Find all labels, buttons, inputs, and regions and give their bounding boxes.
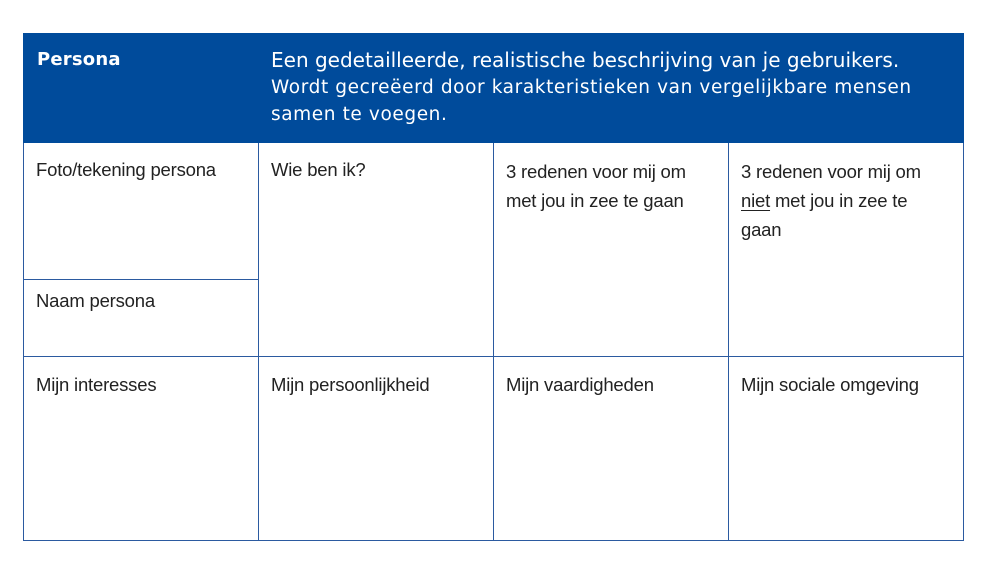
cell-social-label: Mijn sociale omgeving xyxy=(741,374,919,395)
reasons-against-line-2 xyxy=(741,186,956,215)
reasons-for-line-1: 3 redenen voor mij om xyxy=(506,161,686,182)
border-right xyxy=(963,143,964,541)
divider-vertical-2 xyxy=(493,143,494,541)
cell-reasons-against-label xyxy=(741,157,956,244)
cell-reasons-for-label xyxy=(506,157,721,215)
reasons-against-line-1: 3 redenen voor mij om xyxy=(741,161,921,182)
divider-vertical-1 xyxy=(258,143,259,541)
cell-who-label: Wie ben ik? xyxy=(271,159,366,180)
cell-photo-label: Foto/tekening persona xyxy=(36,159,216,180)
reasons-against-line-3: gaan xyxy=(741,219,782,240)
header-description xyxy=(271,47,951,128)
reasons-against-line-2-rest: met jou in zee te xyxy=(770,190,908,211)
divider-vertical-3 xyxy=(728,143,729,541)
header-description-line-1: Een gedetailleerde, realistische beschrijving van je gebruikers. xyxy=(271,48,900,72)
divider-row xyxy=(23,356,964,357)
cell-personality-label: Mijn persoonlijkheid xyxy=(271,374,430,395)
reasons-for-line-2: met jou in zee te gaan xyxy=(506,190,684,211)
cell-name-label: Naam persona xyxy=(36,290,155,311)
header-title: Persona xyxy=(37,49,121,70)
divider-photo-name xyxy=(23,279,259,280)
header-description-line-2: Wordt gecreëerd door karakteristieken van vergelijkbare mensen xyxy=(271,77,912,98)
reasons-against-underlined-word: niet xyxy=(741,190,771,211)
cell-skills-label: Mijn vaardigheden xyxy=(506,374,654,395)
cell-interests-label: Mijn interesses xyxy=(36,374,157,395)
persona-template xyxy=(23,33,964,541)
header-description-line-3: samen te voegen. xyxy=(271,104,448,125)
border-left xyxy=(23,143,24,541)
header-bar xyxy=(23,33,964,143)
